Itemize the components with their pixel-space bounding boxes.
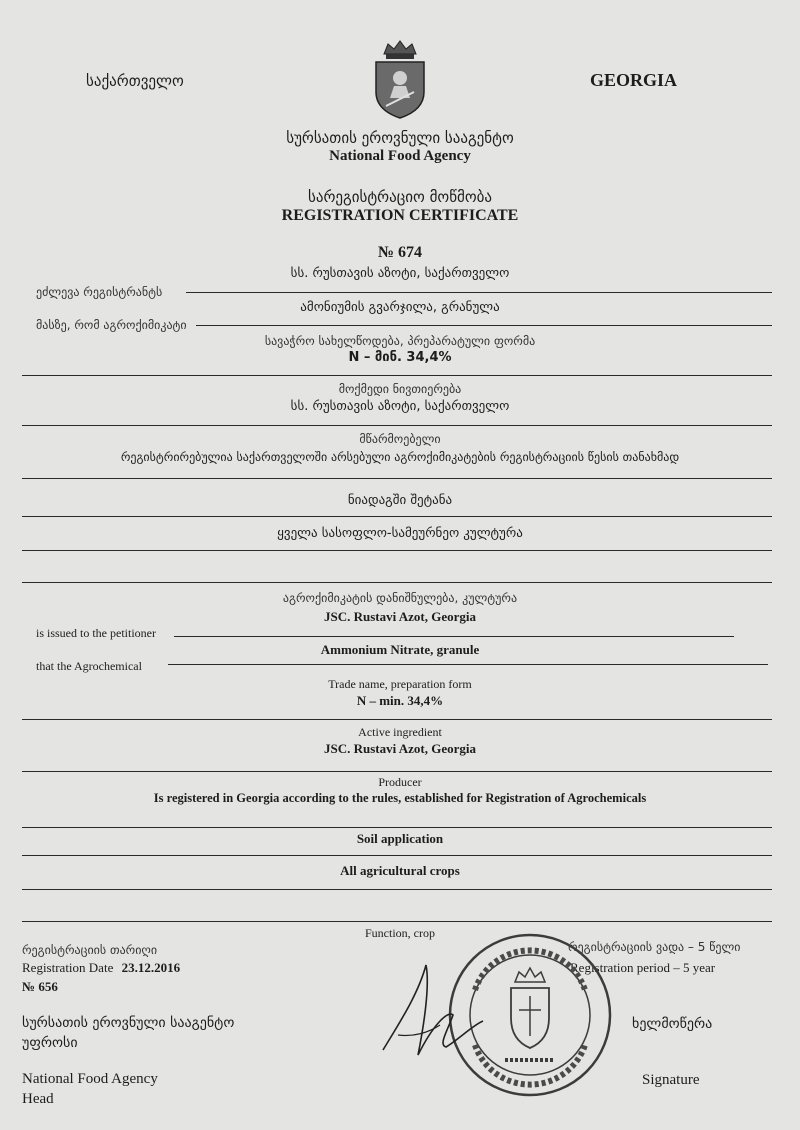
agency-head-title-ka-line2: უფროსი <box>22 1035 78 1051</box>
divider-line <box>22 375 772 376</box>
agrochemical-label-ka: მასზე, რომ აგროქიმიკატი <box>36 318 187 332</box>
divider-line <box>22 516 772 517</box>
divider-line <box>22 425 772 426</box>
divider-line <box>196 325 772 326</box>
producer-value-ka: სს. რუსთავის აზოტი, საქართველო <box>290 399 510 414</box>
ingredient-value-ka: N – მინ. 34,4% <box>348 350 452 365</box>
agency-name-ka: სურსათის ეროვნული სააგენტო <box>286 129 514 147</box>
crops-value-ka: ყველა სასოფლო-სამეურნეო კულტურა <box>277 526 523 541</box>
divider-line <box>22 921 772 922</box>
trade-name-label-en: Trade name, preparation form <box>328 677 472 691</box>
registered-text-en: Is registered in Georgia according to the rules, established for Registration of Agrochemicals <box>153 791 647 805</box>
petitioner-value-en: JSC. Rustavi Azot, Georgia <box>323 609 477 624</box>
agency-head-title-en-line2: Head <box>22 1091 54 1107</box>
petitioner-value-ka: სს. რუსთავის აზოტი, საქართველო <box>290 266 510 281</box>
divider-line <box>22 719 772 720</box>
producer-label-ka: მწარმოებელი <box>359 432 441 446</box>
divider-line <box>22 855 772 856</box>
registered-text-ka: რეგისტრირებულია საქართველოში არსებული აგროქიმიკატების რეგისტრაციის წესის თანახმად <box>120 450 680 464</box>
coat-of-arms-icon <box>370 40 430 120</box>
divider-line <box>168 664 768 665</box>
document-title-en: REGISTRATION CERTIFICATE <box>281 207 519 224</box>
producer-value-en: JSC. Rustavi Azot, Georgia <box>323 741 477 756</box>
divider-line <box>22 889 772 890</box>
petitioner-label-en: is issued to the petitioner <box>36 626 156 640</box>
ingredient-label-en: Active ingredient <box>358 725 442 739</box>
product-value-ka: ამონიუმის გვარჯილა, გრანულა <box>300 300 500 315</box>
ingredient-label-ka: მოქმედი ნივთიერება <box>338 382 462 396</box>
registration-date-label-ka: რეგისტრაციის თარიღი <box>22 943 158 957</box>
function-label-ka: აგროქიმიკატის დანიშნულება, კულტურა <box>282 591 518 605</box>
registration-number: № 656 <box>22 979 58 994</box>
agency-name-en: National Food Agency <box>329 148 471 164</box>
application-value-en: Soil application <box>356 831 444 846</box>
divider-line <box>186 292 772 293</box>
product-value-en: Ammonium Nitrate, granule <box>320 642 480 657</box>
trade-name-label-ka: სავაჭრო სახელწოდება, პრეპარატული ფორმა <box>264 334 536 348</box>
crops-value-en: All agricultural crops <box>340 863 460 878</box>
signature-label-ka: ხელმოწერა <box>632 1016 713 1032</box>
divider-line <box>22 827 772 828</box>
divider-line <box>22 582 772 583</box>
signature-label-en: Signature <box>642 1072 700 1088</box>
petitioner-label-ka: ეძლევა რეგისტრანტს <box>36 285 163 299</box>
producer-label-en: Producer <box>378 775 422 789</box>
divider-line <box>22 550 772 551</box>
document-title-ka: სარეგისტრაციო მოწმობა <box>308 188 492 206</box>
agency-head-title-en-line1: National Food Agency <box>22 1071 158 1087</box>
registration-date-value: 23.12.2016 <box>121 960 181 975</box>
divider-line <box>22 478 772 479</box>
agency-head-title-ka-line1: სურსათის ეროვნული სააგენტო <box>22 1015 235 1031</box>
country-label-ka: საქართველო <box>86 72 184 90</box>
agrochemical-label-en: that the Agrochemical <box>36 659 142 673</box>
ingredient-value-en: N – min. 34,4% <box>356 693 444 708</box>
registration-period-en: Registration period – 5 year <box>570 960 716 975</box>
application-value-ka: ნიადაგში შეტანა <box>347 493 453 508</box>
divider-line <box>174 636 734 637</box>
certificate-number: № 674 <box>377 244 423 261</box>
handwritten-signature-icon <box>378 955 488 1070</box>
country-label-en: GEORGIA <box>590 70 678 90</box>
divider-line <box>22 771 772 772</box>
function-label-en: Function, crop <box>365 926 435 940</box>
registration-period-ka: რეგისტრაციის ვადა – 5 წელი <box>568 940 741 954</box>
registration-date <box>22 960 180 976</box>
registration-date-label-en: Registration Date <box>22 960 114 975</box>
